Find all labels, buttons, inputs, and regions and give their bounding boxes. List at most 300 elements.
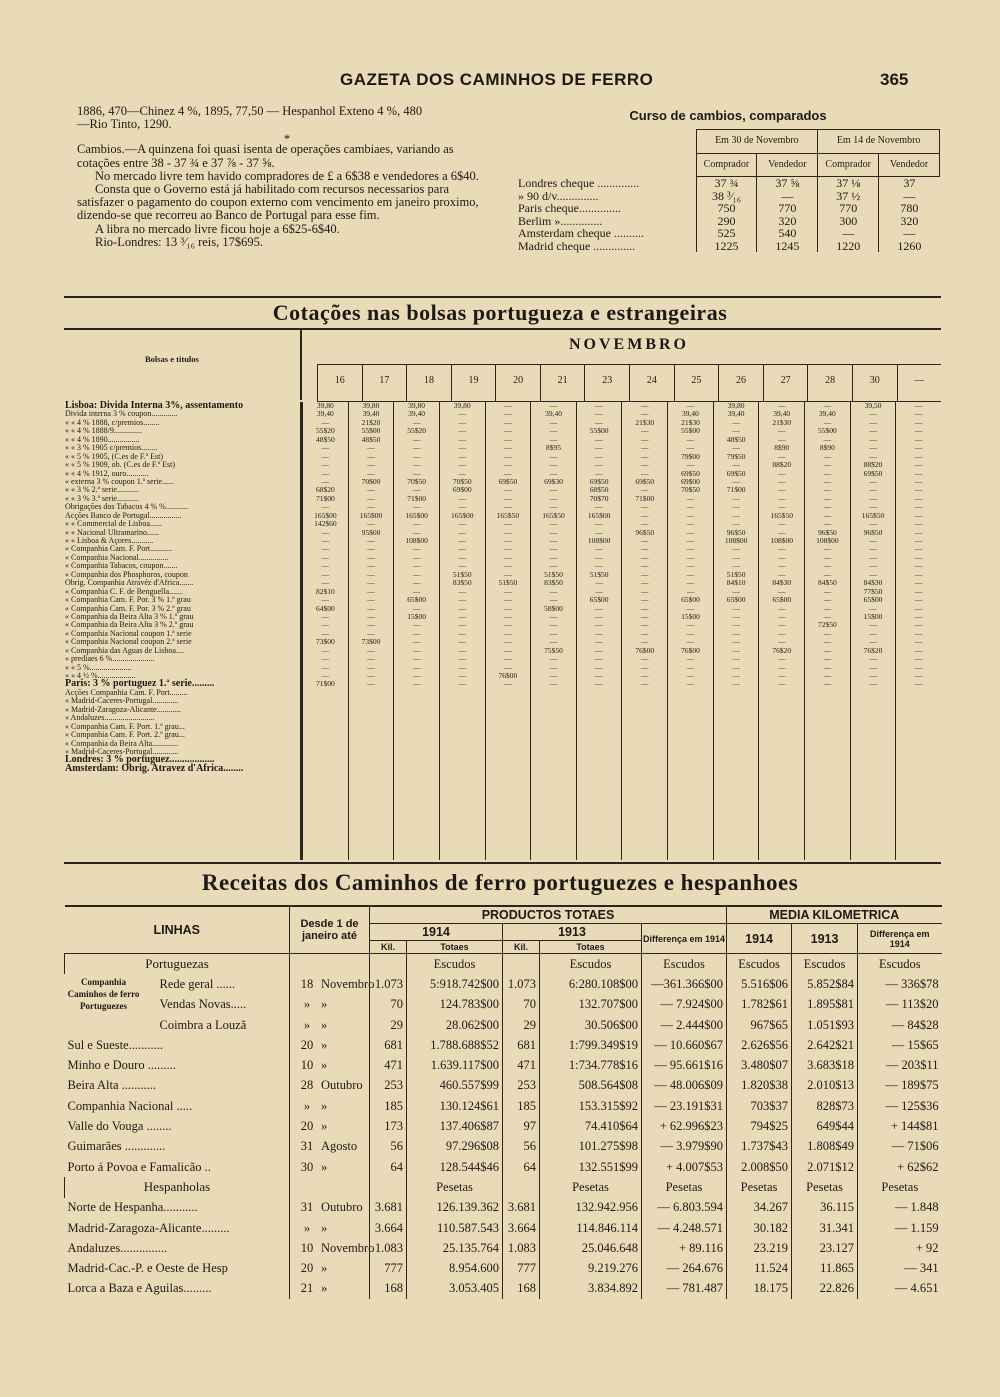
- security-label: « Companhia da Beira Alta.............: [65, 738, 179, 748]
- quotation-cell: —: [504, 409, 512, 419]
- security-label: « externa 3 % coupon 1.ª serie......: [65, 476, 175, 486]
- receipt-value: 1.639.117$00: [407, 1055, 503, 1075]
- until-month: »: [321, 1261, 328, 1276]
- exchange-value: 37 ¾: [696, 177, 757, 190]
- quotation-cell: 71$00: [407, 493, 426, 503]
- totaes-header: Totaes: [540, 941, 642, 954]
- quotation-cell: —: [823, 417, 832, 427]
- quotation-cell: 142$60: [314, 519, 337, 529]
- quotation-cell: —: [549, 561, 558, 571]
- quotation-cell: —: [321, 561, 330, 571]
- until-date: [290, 1035, 370, 1055]
- quotation-cell: —: [595, 586, 603, 596]
- quotation-cell: —: [914, 510, 923, 520]
- quotation-cell: 76$00: [681, 645, 700, 655]
- quotation-cell: —: [869, 628, 877, 638]
- quotation-cell: —: [595, 544, 603, 554]
- quotation-cell: —: [641, 586, 649, 596]
- quotation-cell: —: [732, 679, 740, 689]
- media-1914-header: 1914: [727, 924, 792, 954]
- receipt-value: + 144$81: [858, 1116, 942, 1136]
- receipt-value: 126.139.362: [407, 1198, 503, 1218]
- quotation-cell: —: [504, 519, 512, 529]
- quotation-cell: —: [367, 654, 375, 664]
- receipts-row: [65, 1076, 942, 1096]
- quotation-cell: —: [412, 645, 421, 655]
- quotation-cell: —: [549, 401, 558, 410]
- receipt-value: 1.820$38: [727, 1076, 792, 1096]
- quotation-cell: —: [823, 671, 832, 680]
- quotation-cell: —: [549, 493, 558, 503]
- quotation-cell: —: [869, 544, 877, 554]
- quotation-cell: —: [823, 645, 832, 655]
- line-name: [65, 1198, 290, 1218]
- quotation-cell: —: [869, 654, 877, 664]
- kil-header: Kil.: [503, 941, 540, 954]
- security-label: Acções Banco de Portugal................: [65, 510, 182, 520]
- titles-column-header: Bolsas e titulos: [65, 330, 302, 400]
- quotation-cell: —: [914, 443, 923, 453]
- exchange-row: [516, 227, 940, 240]
- exchange-value: —: [818, 227, 879, 240]
- until-month: Novembro: [321, 1240, 375, 1255]
- quotation-cell: —: [367, 611, 375, 621]
- kil-header: Kil.: [370, 941, 407, 954]
- receipt-value: 967$65: [727, 1015, 792, 1035]
- quotation-cell: —: [914, 595, 923, 605]
- quotation-cell: —: [777, 637, 786, 647]
- quotation-cell: 83$50: [544, 578, 563, 588]
- quotation-cell: 39,80: [316, 401, 334, 410]
- quotation-cell: —: [777, 671, 786, 680]
- quotation-cell: —: [823, 544, 832, 554]
- quotation-cell: 65$00: [589, 595, 609, 605]
- receipt-value: — 23.191$31: [642, 1096, 727, 1116]
- unit-label: Escudos: [407, 954, 503, 975]
- quotation-cell: —: [869, 536, 877, 545]
- quotation-cell: 165$00: [450, 510, 474, 520]
- quotation-cell: —: [686, 493, 695, 503]
- quotation-column: [439, 402, 485, 860]
- quotation-cell: 165$00: [405, 510, 428, 520]
- quotation-grid: [302, 402, 941, 860]
- quotation-cell: —: [823, 595, 832, 605]
- quotation-cell: —: [641, 536, 649, 545]
- receipt-value: 97.296$08: [407, 1137, 503, 1157]
- railway-receipts-table: [64, 905, 941, 1299]
- quotation-cell: —: [412, 552, 421, 562]
- receipt-value: 132.942.956: [540, 1198, 642, 1218]
- receipt-value: 3.480$07: [727, 1055, 792, 1075]
- quotation-cell: —: [367, 620, 375, 630]
- quotation-cell: 39,40: [545, 409, 562, 419]
- quotation-cell: —: [732, 671, 740, 680]
- quotation-cell: 39,40: [773, 409, 791, 419]
- receipt-value: 3.681: [370, 1198, 407, 1218]
- quotation-cell: —: [686, 620, 695, 630]
- receipt-value: — 336$78: [858, 974, 942, 994]
- quotation-cell: —: [641, 401, 649, 410]
- quotation-cell: —: [686, 671, 695, 680]
- quotation-cell: —: [412, 637, 421, 647]
- quotation-cell: —: [732, 493, 740, 503]
- receipt-value: — 341: [858, 1258, 942, 1278]
- quotation-cell: —: [595, 662, 603, 672]
- receipt-value: + 62$62: [858, 1157, 942, 1177]
- security-label: « Companhia Cam. F. Por. 3 % 2.º grau: [65, 603, 191, 613]
- unit-label: Pesetas: [792, 1177, 858, 1197]
- receipt-value: 508.564$08: [540, 1076, 642, 1096]
- line-label: Coimbra a Louzã: [159, 1017, 247, 1032]
- quotation-cell: 108$00: [724, 536, 748, 545]
- receipt-value: 137.406$87: [407, 1116, 503, 1136]
- quotation-cell: 55$00: [681, 426, 700, 436]
- quotation-cell: —: [549, 426, 558, 436]
- day-header: 18: [406, 365, 451, 401]
- receipt-value: 25.046.648: [540, 1238, 642, 1258]
- until-date: [290, 1218, 370, 1238]
- receipt-value: 128.544$46: [407, 1157, 503, 1177]
- security-label: « « 3 % 2.ª serie...........: [65, 485, 139, 495]
- quotation-cell: —: [549, 628, 558, 638]
- quotation-cell: —: [777, 485, 786, 495]
- quotation-cell: —: [367, 679, 375, 689]
- media-1913-header: 1913: [792, 924, 858, 954]
- quotation-cell: —: [504, 536, 512, 545]
- quotation-cell: —: [367, 671, 375, 680]
- quotation-cell: —: [458, 493, 466, 503]
- quotation-cell: —: [732, 561, 740, 571]
- until-date: [290, 1137, 370, 1157]
- line-name: [65, 1137, 290, 1157]
- receipt-value: — 4.248.571: [642, 1218, 727, 1238]
- quotation-cell: —: [641, 671, 649, 680]
- security-label: « « 4 % 1890................: [65, 434, 140, 444]
- quotation-cell: —: [321, 595, 330, 605]
- quotation-cell: 51$50: [452, 569, 472, 579]
- exchange-value: 540: [757, 227, 818, 240]
- quotation-cell: 69$50: [635, 476, 655, 486]
- quotation-cell: —: [504, 611, 512, 621]
- quotation-cell: —: [641, 443, 649, 453]
- quotation-cell: 84$10: [726, 578, 746, 588]
- day-header: 30: [852, 365, 897, 401]
- quotation-cell: 68$20: [315, 485, 335, 495]
- quotation-cell: 69$30: [544, 476, 563, 486]
- quotation-cell: 65$00: [863, 595, 883, 605]
- quotation-cell: —: [367, 595, 375, 605]
- quotation-cell: 55$20: [315, 426, 335, 436]
- quotation-cell: —: [732, 443, 740, 453]
- receipt-value: + 89.116: [642, 1238, 727, 1258]
- quotation-cell: —: [777, 401, 786, 410]
- receipt-value: — 71$06: [858, 1137, 942, 1157]
- quotation-cell: —: [504, 552, 512, 562]
- line-name: [65, 1035, 290, 1055]
- quotation-cell: —: [458, 671, 466, 680]
- quotation-cell: —: [869, 552, 877, 562]
- quotation-cell: —: [321, 468, 330, 478]
- quotation-cell: 8$90: [774, 443, 790, 453]
- quotation-cell: —: [549, 502, 558, 512]
- receipt-value: 11.524: [727, 1258, 792, 1278]
- quotation-cell: —: [549, 620, 558, 630]
- quotation-cell: —: [367, 544, 375, 554]
- security-label: « Companhia Cam. F. Por. 3 % 1.º grau: [65, 595, 191, 605]
- receipt-value: + 92: [858, 1238, 942, 1258]
- quotation-cell: 70$70: [589, 493, 609, 503]
- quotation-cell: —: [914, 502, 923, 512]
- quotation-cell: —: [914, 468, 923, 478]
- quotation-cell: —: [686, 679, 695, 689]
- quotation-cell: 39,80: [362, 401, 380, 410]
- quotation-cell: —: [458, 603, 466, 613]
- quotation-cell: —: [777, 620, 786, 630]
- quotation-cell: —: [549, 654, 558, 664]
- until-date: [290, 1258, 370, 1278]
- media-diff-header: Differença em 1914: [858, 924, 942, 954]
- quotation-cell: 69$50: [863, 468, 883, 478]
- receipt-value: — 4.651: [858, 1279, 942, 1299]
- quotation-cell: —: [823, 519, 832, 529]
- quotation-cell: —: [823, 493, 832, 503]
- quotation-cell: —: [686, 460, 695, 470]
- receipt-value: 168: [370, 1279, 407, 1299]
- exchange-value: 1220: [818, 240, 879, 253]
- day-header: —: [897, 365, 942, 401]
- quotation-cell: 70$00: [361, 476, 381, 486]
- quotation-cell: —: [914, 460, 923, 470]
- quotation-cell: —: [321, 451, 330, 461]
- quotation-cell: —: [732, 460, 740, 470]
- quotation-cell: —: [777, 519, 786, 529]
- quotation-cell: —: [321, 654, 330, 664]
- line-name: [65, 1258, 290, 1278]
- quotation-cell: —: [869, 502, 877, 512]
- quotation-cell: —: [504, 620, 512, 630]
- quotation-cell: —: [914, 493, 923, 503]
- exchange-value: 37 ⅛: [818, 177, 879, 190]
- receipt-value: 114.846.114: [540, 1218, 642, 1238]
- quotation-cell: 96$50: [863, 527, 883, 537]
- quotation-cell: —: [777, 552, 786, 562]
- quotation-cell: 39,50: [864, 401, 882, 410]
- receipt-value: 1.895$81: [792, 995, 858, 1015]
- quotation-cell: —: [595, 552, 603, 562]
- quotation-cell: —: [549, 460, 558, 470]
- receipt-value: 828$73: [792, 1096, 858, 1116]
- receipt-value: 3.664: [503, 1218, 540, 1238]
- quotation-cell: —: [732, 426, 740, 436]
- quotation-cell: —: [869, 561, 877, 571]
- quotation-cell: —: [412, 561, 421, 571]
- quotation-cell: —: [367, 586, 375, 596]
- quotation-cell: —: [686, 434, 695, 444]
- security-label: Lisboa: Divida Interna 3%, assentamento: [65, 400, 244, 411]
- security-label: Acções Companhia Cam. F. Port.........: [65, 687, 188, 697]
- receipt-value: 110.587.543: [407, 1218, 503, 1238]
- exchange-label: » 90 d/v..............: [518, 188, 599, 203]
- receipt-value: 23.127: [792, 1238, 858, 1258]
- quotation-cell: —: [823, 552, 832, 562]
- receipt-value: 64: [503, 1157, 540, 1177]
- until-month: »: [321, 1159, 328, 1174]
- quotation-cell: —: [777, 451, 786, 461]
- line-label: Valle do Vouga ........: [67, 1119, 172, 1134]
- group-row: [65, 1177, 942, 1197]
- line-label: Minho e Douro .........: [67, 1058, 176, 1073]
- quotation-cell: —: [869, 451, 877, 461]
- quotation-cell: —: [732, 603, 740, 613]
- day-headers: [317, 364, 941, 402]
- quotation-cell: —: [458, 409, 466, 419]
- quotation-cell: —: [823, 637, 832, 647]
- receipt-value: — 15$65: [858, 1035, 942, 1055]
- receipt-value: 30.182: [727, 1218, 792, 1238]
- receipts-row: [65, 1137, 942, 1157]
- until-day: 10: [300, 1058, 314, 1073]
- empty-cell: [290, 1177, 370, 1197]
- quotation-column: [621, 402, 667, 860]
- until-day: »: [303, 1098, 311, 1113]
- line-label: Sul e Sueste...........: [67, 1037, 163, 1052]
- intro-line-2: —Rio Tinto, 1290.: [77, 117, 172, 132]
- quotation-cell: 83$50: [452, 578, 472, 588]
- quotation-cell: —: [504, 451, 512, 461]
- exchange-value: 770: [818, 202, 879, 215]
- line-label: Companhia Nacional .....: [67, 1098, 193, 1113]
- receipt-value: 70: [503, 995, 540, 1015]
- quotation-column: [530, 402, 576, 860]
- quotation-cell: —: [412, 527, 421, 537]
- quotation-cell: —: [686, 510, 695, 520]
- until-date: [290, 1198, 370, 1218]
- security-label: Obrigações dos Tabacos 4 % %...........: [65, 502, 188, 512]
- exchange-row: [516, 240, 940, 253]
- quotation-cell: 76$20: [863, 645, 883, 655]
- quotation-cell: 165$50: [770, 510, 793, 520]
- stock-quotations-table: [65, 330, 941, 860]
- quotation-cell: —: [367, 662, 375, 672]
- quotation-cell: —: [367, 485, 375, 495]
- quotation-cell: —: [641, 434, 649, 444]
- day-header: 24: [629, 365, 674, 401]
- quotation-cell: 71$00: [315, 493, 335, 503]
- quotation-cell: —: [412, 443, 421, 453]
- quotation-cell: 96$50: [817, 527, 837, 537]
- quotation-cell: —: [686, 561, 695, 571]
- day-header: 21: [540, 365, 585, 401]
- quotation-cell: —: [549, 468, 558, 478]
- exchange-label: Berlim »..............: [518, 213, 603, 228]
- quotation-cell: —: [914, 417, 923, 427]
- quotation-cell: —: [686, 536, 695, 545]
- quotation-cell: —: [504, 645, 512, 655]
- line-name: [65, 1279, 290, 1299]
- quotation-cell: —: [458, 586, 466, 596]
- quotation-cell: —: [595, 637, 603, 647]
- quotation-cell: —: [595, 460, 603, 470]
- quotation-cell: —: [595, 679, 603, 689]
- receipt-value: 3.683$18: [792, 1055, 858, 1075]
- receipt-value: 1.737$43: [727, 1137, 792, 1157]
- quotation-cell: —: [595, 519, 603, 529]
- quotation-cell: —: [595, 654, 603, 664]
- quotation-cell: —: [504, 569, 512, 579]
- receipt-value: 3.053.405: [407, 1279, 503, 1299]
- quotation-cell: —: [458, 502, 466, 512]
- quotation-cell: —: [914, 654, 923, 664]
- until-day: 20: [300, 1037, 314, 1052]
- quotation-cell: 21$30: [681, 417, 700, 427]
- receipt-value: 28.062$00: [407, 1015, 503, 1035]
- quotation-cell: —: [321, 536, 330, 545]
- media-header: MEDIA KILOMETRICA: [727, 906, 942, 924]
- receipt-value: 1.782$61: [727, 995, 792, 1015]
- line-label: Andaluzes...............: [67, 1240, 168, 1255]
- quotation-cell: —: [321, 476, 330, 486]
- receipts-row: [65, 1198, 942, 1218]
- receipt-value: 185: [503, 1096, 540, 1116]
- quotation-cell: 64$00: [315, 603, 335, 613]
- company-bracket-label: Companhia Caminhos de ferro Portuguezes: [67, 977, 140, 1012]
- totaes-header: Totaes: [407, 941, 503, 954]
- quotation-cell: 51$50: [498, 578, 518, 588]
- receipt-value: 124.783$00: [407, 995, 503, 1015]
- quotation-cell: —: [458, 434, 466, 444]
- unit-label: Pesetas: [540, 1177, 642, 1197]
- receipt-value: 22.826: [792, 1279, 858, 1299]
- quotation-cell: 165$00: [314, 510, 337, 520]
- quotation-cell: —: [595, 451, 603, 461]
- quotation-cell: —: [412, 586, 421, 596]
- exchange-rates-title: Curso de cambios, comparados: [629, 108, 827, 123]
- quotation-cell: —: [914, 628, 923, 638]
- quotation-cell: —: [732, 552, 740, 562]
- quotation-column: [302, 402, 348, 860]
- until-month: Novembro: [321, 976, 375, 991]
- quotation-cell: —: [869, 671, 877, 680]
- quotation-cell: —: [367, 578, 375, 588]
- receipt-value: 30.506$00: [540, 1015, 642, 1035]
- receipt-value: 1.051$93: [792, 1015, 858, 1035]
- quotation-cell: —: [367, 468, 375, 478]
- quotation-cell: —: [914, 426, 923, 436]
- receipt-value: 460.557$99: [407, 1076, 503, 1096]
- quotation-cell: —: [412, 620, 421, 630]
- quotation-cell: —: [321, 502, 330, 512]
- quotation-cell: —: [458, 654, 466, 664]
- quotation-cell: —: [412, 569, 421, 579]
- quotation-cell: —: [504, 502, 512, 512]
- quotation-column: [804, 402, 850, 860]
- quotation-cell: —: [732, 628, 740, 638]
- until-day: »: [303, 1017, 311, 1032]
- quotation-cell: —: [595, 417, 603, 427]
- quotation-cell: —: [823, 510, 832, 520]
- security-label: « Companhia Nacional...............: [65, 552, 169, 562]
- quotation-cell: —: [732, 519, 740, 529]
- day-header: 17: [362, 365, 407, 401]
- receipt-value: — 203$11: [858, 1055, 942, 1075]
- quotation-cell: —: [823, 679, 832, 689]
- quotation-cell: —: [823, 476, 832, 486]
- unit-label: Pesetas: [407, 1177, 503, 1197]
- receipts-row: [65, 1279, 942, 1299]
- quotation-cell: —: [549, 595, 558, 605]
- line-label: Porto á Povoa e Famalicão ..: [67, 1159, 211, 1174]
- quotation-cell: 84$30: [863, 578, 883, 588]
